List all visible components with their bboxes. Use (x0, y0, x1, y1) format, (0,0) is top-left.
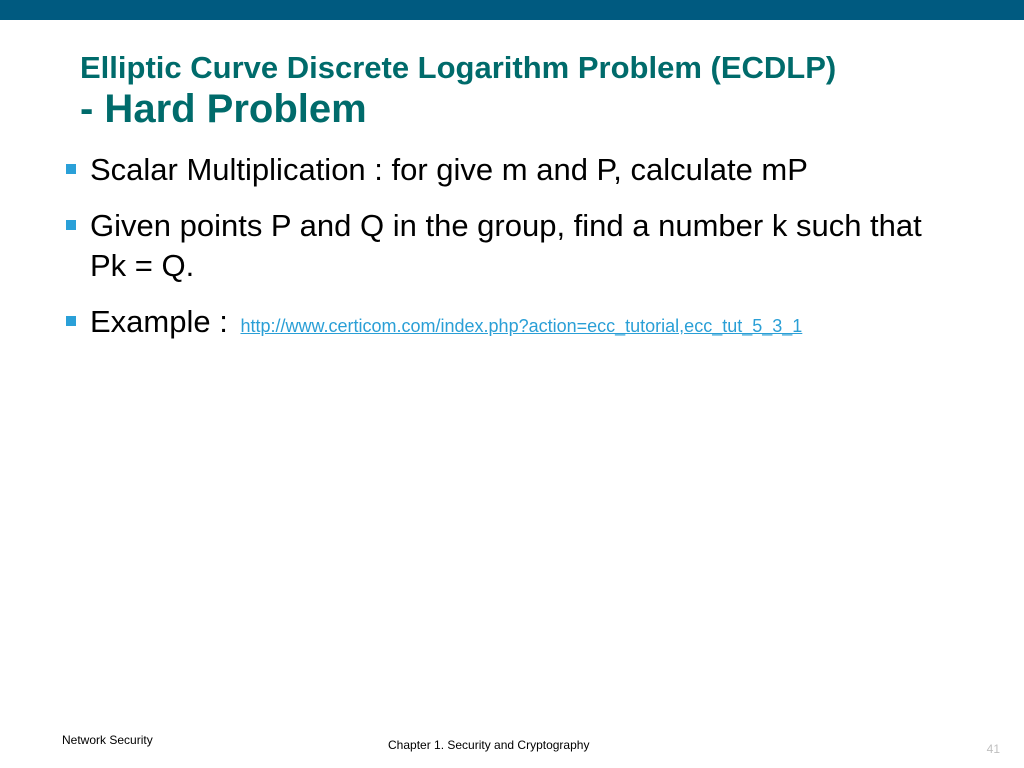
bullet-list (62, 150, 962, 362)
square-bullet-icon (66, 164, 76, 174)
square-bullet-icon (66, 316, 76, 326)
slide-title (80, 50, 1000, 132)
example-link[interactable]: http://www.certicom.com/index.php?action=ecc_tutorial,ecc_tut_5_3_1 (240, 316, 803, 336)
bullet-text: Example : (90, 304, 228, 339)
footer-chapter-title: Chapter 1. Security and Cryptography (388, 738, 590, 752)
bullet-text: Scalar Multiplication : for give m and P, calculate mP (90, 152, 808, 187)
bullet-item-example (62, 302, 962, 346)
bullet-text: Given points P and Q in the group, find a number k such that Pk = Q. (90, 208, 922, 283)
footer-page-number: 41 (986, 742, 1000, 756)
slide-title-line1: Elliptic Curve Discrete Logarithm Problem (ECDLP) (80, 50, 837, 85)
slide-title-line2: - Hard Problem (80, 87, 367, 131)
top-accent-bar (0, 0, 1024, 20)
footer-course-name: Network Security (62, 733, 153, 747)
bullet-item-given-points (62, 206, 962, 286)
square-bullet-icon (66, 220, 76, 230)
bullet-item-scalar-multiplication (62, 150, 962, 190)
